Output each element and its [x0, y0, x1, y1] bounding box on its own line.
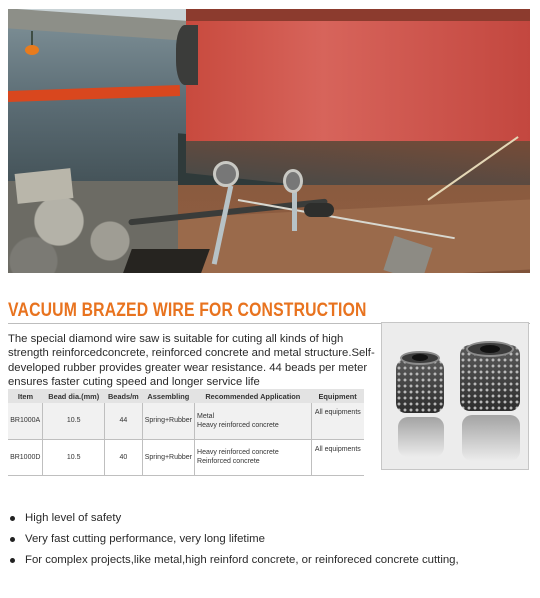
section-title: VACUUM BRAZED WIRE FOR CONSTRUCTION: [8, 300, 367, 321]
column-header: Bead dia.(mm): [43, 389, 104, 403]
cell-bead-dia: 10.5: [43, 403, 104, 439]
column-header: Item: [8, 389, 43, 403]
spec-table: [8, 389, 364, 476]
feature-text: High level of safety: [25, 512, 122, 524]
bullet-icon: [10, 558, 15, 563]
application-line: Metal: [197, 412, 215, 420]
application-line: Heavy reinforced concrete: [197, 421, 279, 429]
table-row: [8, 439, 364, 475]
bullet-icon: [10, 537, 15, 542]
cell-beads-per-m: 40: [104, 439, 142, 475]
bullet-icon: [10, 516, 15, 521]
construction-site-photo: [8, 9, 530, 273]
application-line: Reinforced concrete: [197, 458, 260, 465]
table-row: [8, 403, 364, 439]
application-line: Heavy reinforced concrete: [197, 449, 279, 456]
list-item: [8, 531, 528, 552]
cell-bead-dia: 10.5: [43, 439, 104, 475]
cell-item: BR1000D: [8, 439, 43, 475]
cell-equipment: All equipments: [311, 439, 364, 475]
product-description: The special diamond wire saw is suitable for cuting all kinds of high strength reinforcedconcrete, reinforced concrete and metal structure.Self-developed rubber provides greater wear resistance. 44 beads per meter ensures faster cuting speed and longer service life: [8, 333, 375, 389]
list-item: [8, 552, 528, 573]
cell-assembling: Spring+Rubber: [142, 439, 194, 475]
cell-equipment: All equipments: [311, 403, 364, 439]
diamond-wire-beads-photo: [381, 322, 529, 470]
cell-application: [195, 403, 312, 439]
feature-text: Very fast cutting performance, very long lifetime: [25, 533, 265, 545]
column-header: Equipment: [311, 389, 364, 403]
cell-assembling: Spring+Rubber: [142, 403, 194, 439]
cell-beads-per-m: 44: [104, 403, 142, 439]
cell-item: BR1000A: [8, 403, 43, 439]
column-header: Recommended Application: [195, 389, 312, 403]
column-header: Beads/m: [104, 389, 142, 403]
feature-text: For complex projects,like metal,high reinford concrete, or reinforeced concrete cutting,: [25, 554, 459, 566]
feature-list: [8, 510, 528, 573]
table-header-row: [8, 389, 364, 403]
cell-application: [195, 439, 312, 475]
list-item: [8, 510, 528, 531]
column-header: Assembling: [142, 389, 194, 403]
